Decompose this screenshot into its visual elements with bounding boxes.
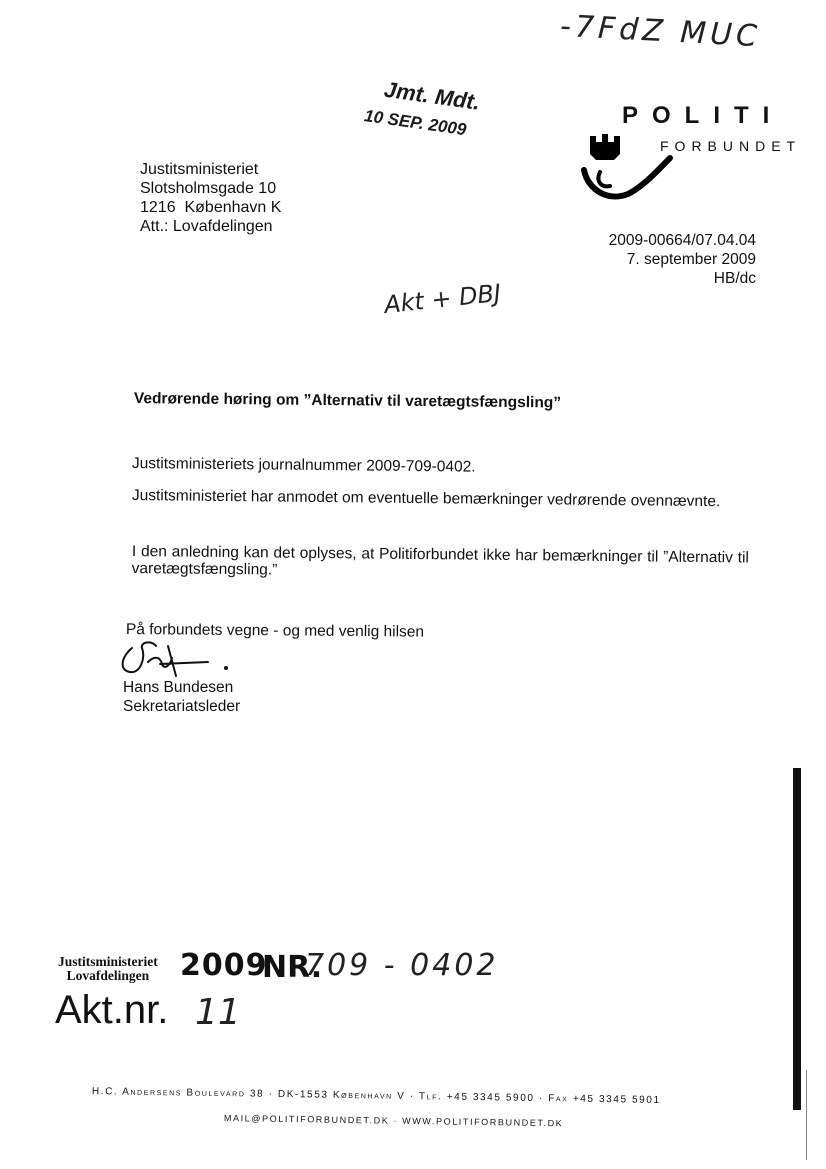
paragraph-journal-number: Justitsministeriets journalnummer 2009-709-0402. xyxy=(131,455,476,476)
signer-name: Hans Bundesen xyxy=(123,679,234,696)
letter-subject: Vedrørende høring om ”Alternativ til varetægtsfængsling” xyxy=(133,390,562,412)
footer-contact: MAIL@POLITIFORBUNDET.DK · WWW.POLITIFORBUNDET.DK xyxy=(223,1113,564,1129)
paragraph-request: Justitsministeriet har anmodet om eventuelle bemærkninger vedrørende ovennævnte. xyxy=(131,487,721,511)
logo-subname: FORBUNDET xyxy=(660,138,802,154)
received-stamp xyxy=(363,74,482,141)
closing-greeting: På forbundets vegne - og med venlig hilsen xyxy=(125,621,425,641)
archive-stamp-ministry xyxy=(58,955,158,983)
signer-title: Sekretariatsleder xyxy=(123,698,241,715)
received-stamp-date: 10 SEP. 2009 xyxy=(363,106,468,140)
logo-name: POLITI xyxy=(622,102,784,129)
scan-edge-line xyxy=(806,1070,807,1160)
akt-number-value: 11 xyxy=(195,992,241,1033)
reference-block xyxy=(609,231,756,288)
letter-date: 7. september 2009 xyxy=(626,251,756,268)
recipient-line-3: 1216 København K xyxy=(140,199,282,216)
police-crown-logo-icon xyxy=(578,130,673,210)
case-number: 2009-00664/07.04.04 xyxy=(608,232,756,249)
recipient-address xyxy=(140,160,281,236)
handwritten-top-note: -7FdZ MUC xyxy=(559,8,762,55)
recipient-line-2: Slotsholmsgade 10 xyxy=(140,180,277,197)
archive-ministry-line-1: Justitsministeriet xyxy=(58,954,158,969)
paragraph-response: I den anledning kan det oplyses, at Politiforbundet ikke har bemærkninger til ”Alternativ til varetægtsfængsling.” xyxy=(131,543,749,579)
akt-number-label: Akt.nr. xyxy=(55,988,169,1032)
archive-stamp-nr-label: NR. xyxy=(262,950,323,985)
handwritten-signature xyxy=(112,636,252,684)
archive-stamp-number: 709 - 0402 xyxy=(305,948,499,983)
initials: HB/dc xyxy=(713,270,756,287)
archive-ministry-line-2: Lovafdelingen xyxy=(66,968,150,983)
received-stamp-label: Jmt. Mdt. xyxy=(382,76,482,115)
recipient-line-1: Justitsministeriet xyxy=(140,161,259,178)
signer-block xyxy=(123,678,240,716)
archive-stamp-year: 2009 xyxy=(180,948,268,983)
scan-edge-bar xyxy=(793,768,801,1110)
recipient-line-4: Att.: Lovafdelingen xyxy=(140,218,273,235)
footer-address: H.C. Andersens Boulevard 38 · DK-1553 København V · Tlf. +45 3345 5900 · Fax +45 3345 5901 xyxy=(91,1086,661,1106)
handwritten-center-note: Akt + DBJ xyxy=(382,278,503,320)
